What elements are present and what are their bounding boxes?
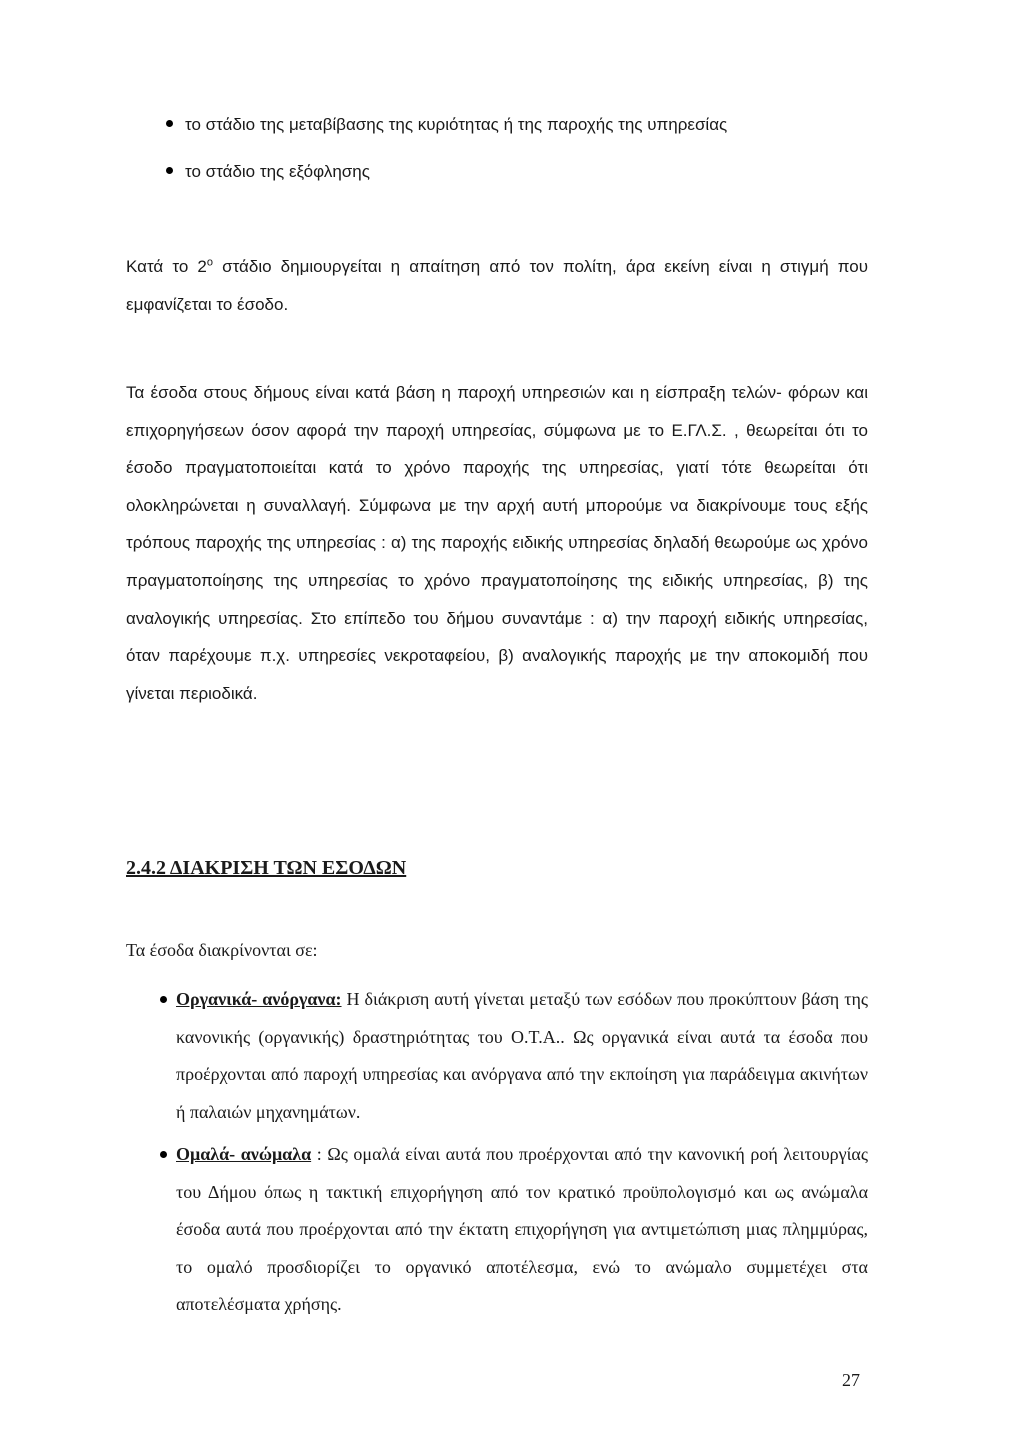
bullet-dot-icon — [166, 120, 173, 127]
paragraph-text: στάδιο δημιουργείται η απαίτηση από τον πολίτη, άρα εκείνη είναι η στιγμή που εμφανίζεται το έσοδο. — [126, 257, 868, 314]
bullet-text: το στάδιο της μεταβίβασης της κυριότητας ή της παροχής της υπηρεσίας — [185, 115, 728, 134]
bullet-item — [166, 113, 886, 137]
paragraph-stage — [126, 248, 868, 323]
item-text: Η διάκριση αυτή γίνεται μεταξύ των εσόδων που προκύπτουν βάση της κανονικής (οργανικής) δραστηριότητας του Ο.Τ.Α.. Ως οργανικά είναι αυτά τα έσοδα που προέρχονται από παροχή υπηρεσίας και ανόργανα από την εκποίηση για παράδειγμα ακινήτων ή παλαιών μηχανημάτων. — [176, 989, 868, 1122]
bullet-dot-icon — [166, 167, 173, 174]
item-term: Οργανικά- ανόργανα: — [176, 989, 342, 1009]
item-term: Ομαλά- ανώμαλα — [176, 1144, 312, 1164]
list-item — [176, 981, 868, 1131]
page-number: 27 — [842, 1370, 860, 1390]
bullet-item — [166, 160, 886, 184]
list-item — [176, 1136, 868, 1324]
item-text: : Ως ομαλά είναι αυτά που προέρχονται από την κανονική ροή λειτουργίας του Δήμου όπως η τακτική επιχορήγηση από τον κρατικό προϋπολογισμό και ως ανώμαλα έσοδα αυτά που προέρχονται από την έκτατη επιχορήγηση για αντιμετώπιση μιας πλημμύρας, το ομαλό προσδιορίζει το οργανικό αποτέλεσμα, ενώ το ανώμαλο συμμετέχει στα αποτελέσματα χρήσης. — [176, 1144, 868, 1315]
bullet-text: το στάδιο της εξόφλησης — [185, 162, 370, 181]
section-heading: 2.4.2 ΔΙΑΚΡΙΣΗ ΤΩΝ ΕΣΟΔΩΝ — [126, 857, 407, 879]
bullet-dot-icon — [160, 996, 167, 1003]
paragraph-text: Κατά το 2 — [126, 257, 207, 276]
bullet-dot-icon — [160, 1151, 167, 1158]
superscript: ο — [206, 256, 213, 269]
intro-text: Τα έσοδα διακρίνονται σε: — [126, 940, 318, 960]
paragraph-revenue: Τα έσοδα στους δήμους είναι κατά βάση η παροχή υπηρεσιών και η είσπραξη τελών- φόρων και επιχορηγήσεων όσον αφορά την παροχή υπηρεσίας, σύμφωνα με το Ε.ΓΛ.Σ. , θεωρείται ότι το έσοδο πραγματοποιείται κατά το χρόνο παροχής της υπηρεσίας, γιατί τότε θεωρείται ότι ολοκληρώνεται η συναλλαγή. Σύμφωνα με την αρχή αυτή μπορούμε να διακρίνουμε τους εξής τρόπους παροχής της υπηρεσίας : α) της παροχής ειδικής υπηρεσίας δηλαδή θεωρούμε ως χρόνο πραγματοποίησης της υπηρεσίας το χρόνο πραγματοποίησης της ειδικής υπηρεσίας, β) της αναλογικής υπηρεσίας. Στο επίπεδο του δήμου συναντάμε : α) την παροχή ειδικής υπηρεσίας, όταν παρέχουμε π.χ. υπηρεσίες νεκροταφείου, β) αναλογικής παροχής με την αποκομιδή που γίνεται περιοδικά. — [126, 383, 868, 703]
